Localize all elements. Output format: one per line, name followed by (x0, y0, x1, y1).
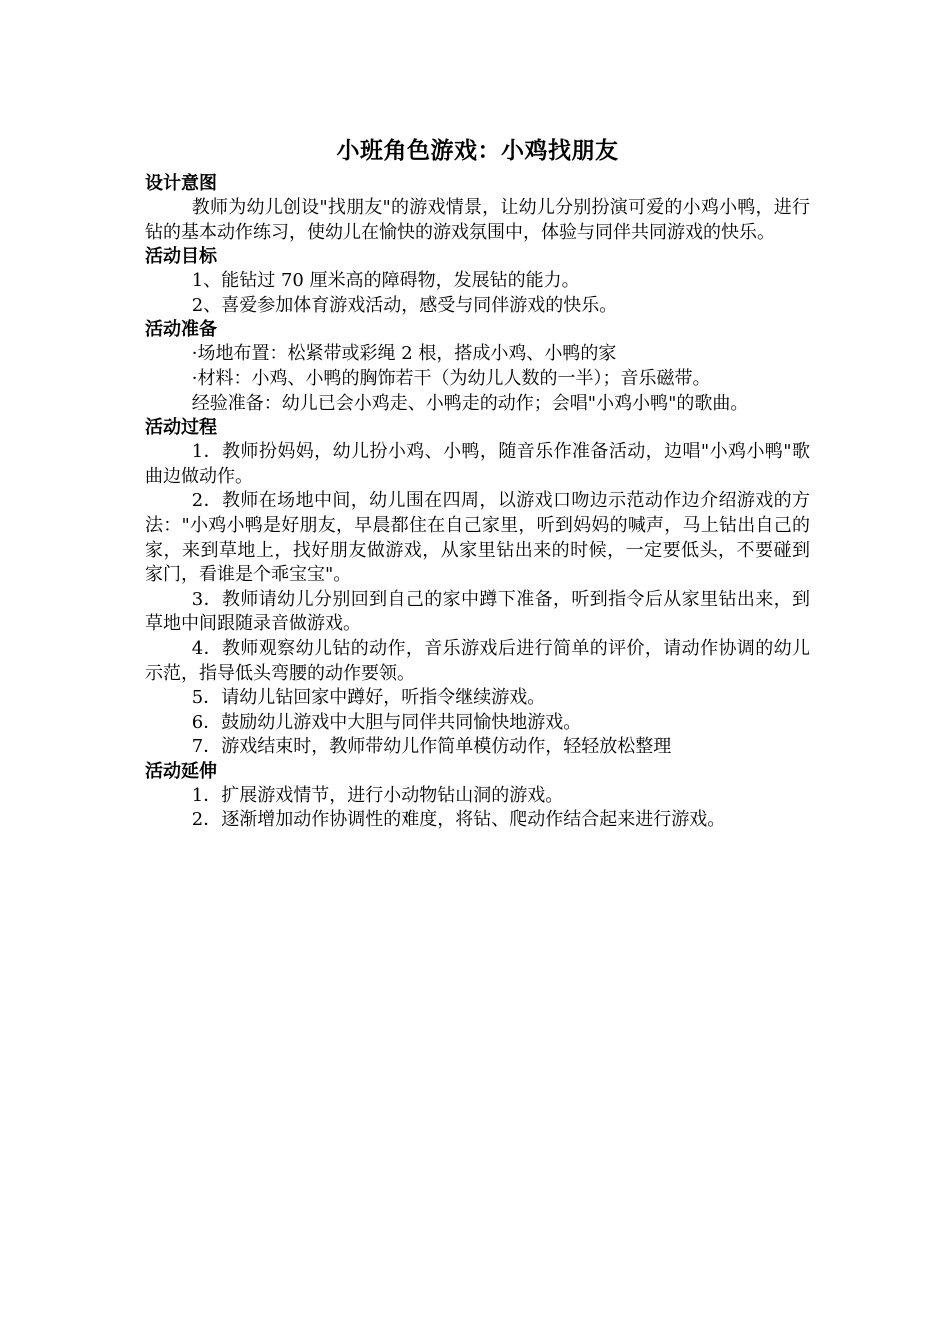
section-process (145, 416, 810, 760)
paragraph: 2、喜爱参加体育游戏活动，感受与同伴游戏的快乐。 (191, 294, 618, 316)
paragraph: 5．请幼儿钻回家中蹲好，听指令继续游戏。 (191, 687, 546, 709)
section-preparation (145, 318, 810, 416)
document-page (145, 132, 810, 833)
paragraph: 2．逐渐增加动作协调性的难度，将钻、爬动作结合起来进行游戏。 (191, 809, 726, 831)
section-heading: 活动过程 (145, 417, 217, 439)
section-heading: 设计意图 (145, 173, 217, 194)
paragraph: 1、能钻过 70 厘米高的障碍物，发展钻的能力。 (191, 270, 580, 292)
paragraph: 7．游戏结束时，教师带幼儿作简单模仿动作，轻轻放松整理 (191, 736, 672, 758)
paragraph: 教师为幼儿创设"找朋友"的游戏情景，让幼儿分别扮演可爱的小鸡小鸭，进行钻的基本动作练习，使幼儿在愉快的游戏氛围中，体验与同伴共同游戏的快乐。 (145, 197, 810, 243)
paragraph: 4．教师观察幼儿钻的动作，音乐游戏后进行简单的评价，请动作协调的幼儿示范，指导低头弯腰的动作要领。 (145, 637, 810, 684)
paragraph: 3．教师请幼儿分别回到自己的家中蹲下准备，听到指令后从家里钻出来，到草地中间跟随录音做游戏。 (145, 588, 810, 635)
paragraph: ·场地布置：松紧带或彩绳 2 根，搭成小鸡、小鸭的家 (191, 343, 617, 365)
paragraph: 2．教师在场地中间，幼儿围在四周，以游戏口吻边示范动作边介绍游戏的方法："小鸡小鸭是好朋友，早晨都住在自己家里，听到妈妈的喊声，马上钻出自己的家，来到草地上，找好朋友做游戏，从家里钻出来的时候，一定要低头，不要碰到家门，看谁是个乖宝宝"。 (145, 490, 810, 586)
paragraph: 1．扩展游戏情节，进行小动物钻山洞的游戏。 (191, 784, 564, 806)
paragraph: 6．鼓励幼儿游戏中大胆与同伴共同愉快地游戏。 (191, 711, 582, 733)
section-heading: 活动延伸 (145, 760, 217, 782)
paragraph: ·材料：小鸡、小鸭的胸饰若干（为幼儿人数的一半）；音乐磁带。 (191, 367, 711, 389)
section-objectives (145, 245, 810, 318)
section-heading: 活动目标 (145, 246, 217, 268)
paragraph: 1．教师扮妈妈，幼儿扮小鸡、小鸭，随音乐作准备活动，边唱"小鸡小鸭"歌曲边做动作。 (145, 441, 810, 487)
section-heading: 活动准备 (145, 319, 217, 341)
section-design-intent (145, 172, 810, 245)
paragraph: 经验准备：幼儿已会小鸡走、小鸭走的动作；会唱"小鸡小鸭"的歌曲。 (191, 392, 749, 414)
document-title: 小班角色游戏：小鸡找朋友 (336, 138, 619, 164)
section-extension (145, 760, 810, 833)
